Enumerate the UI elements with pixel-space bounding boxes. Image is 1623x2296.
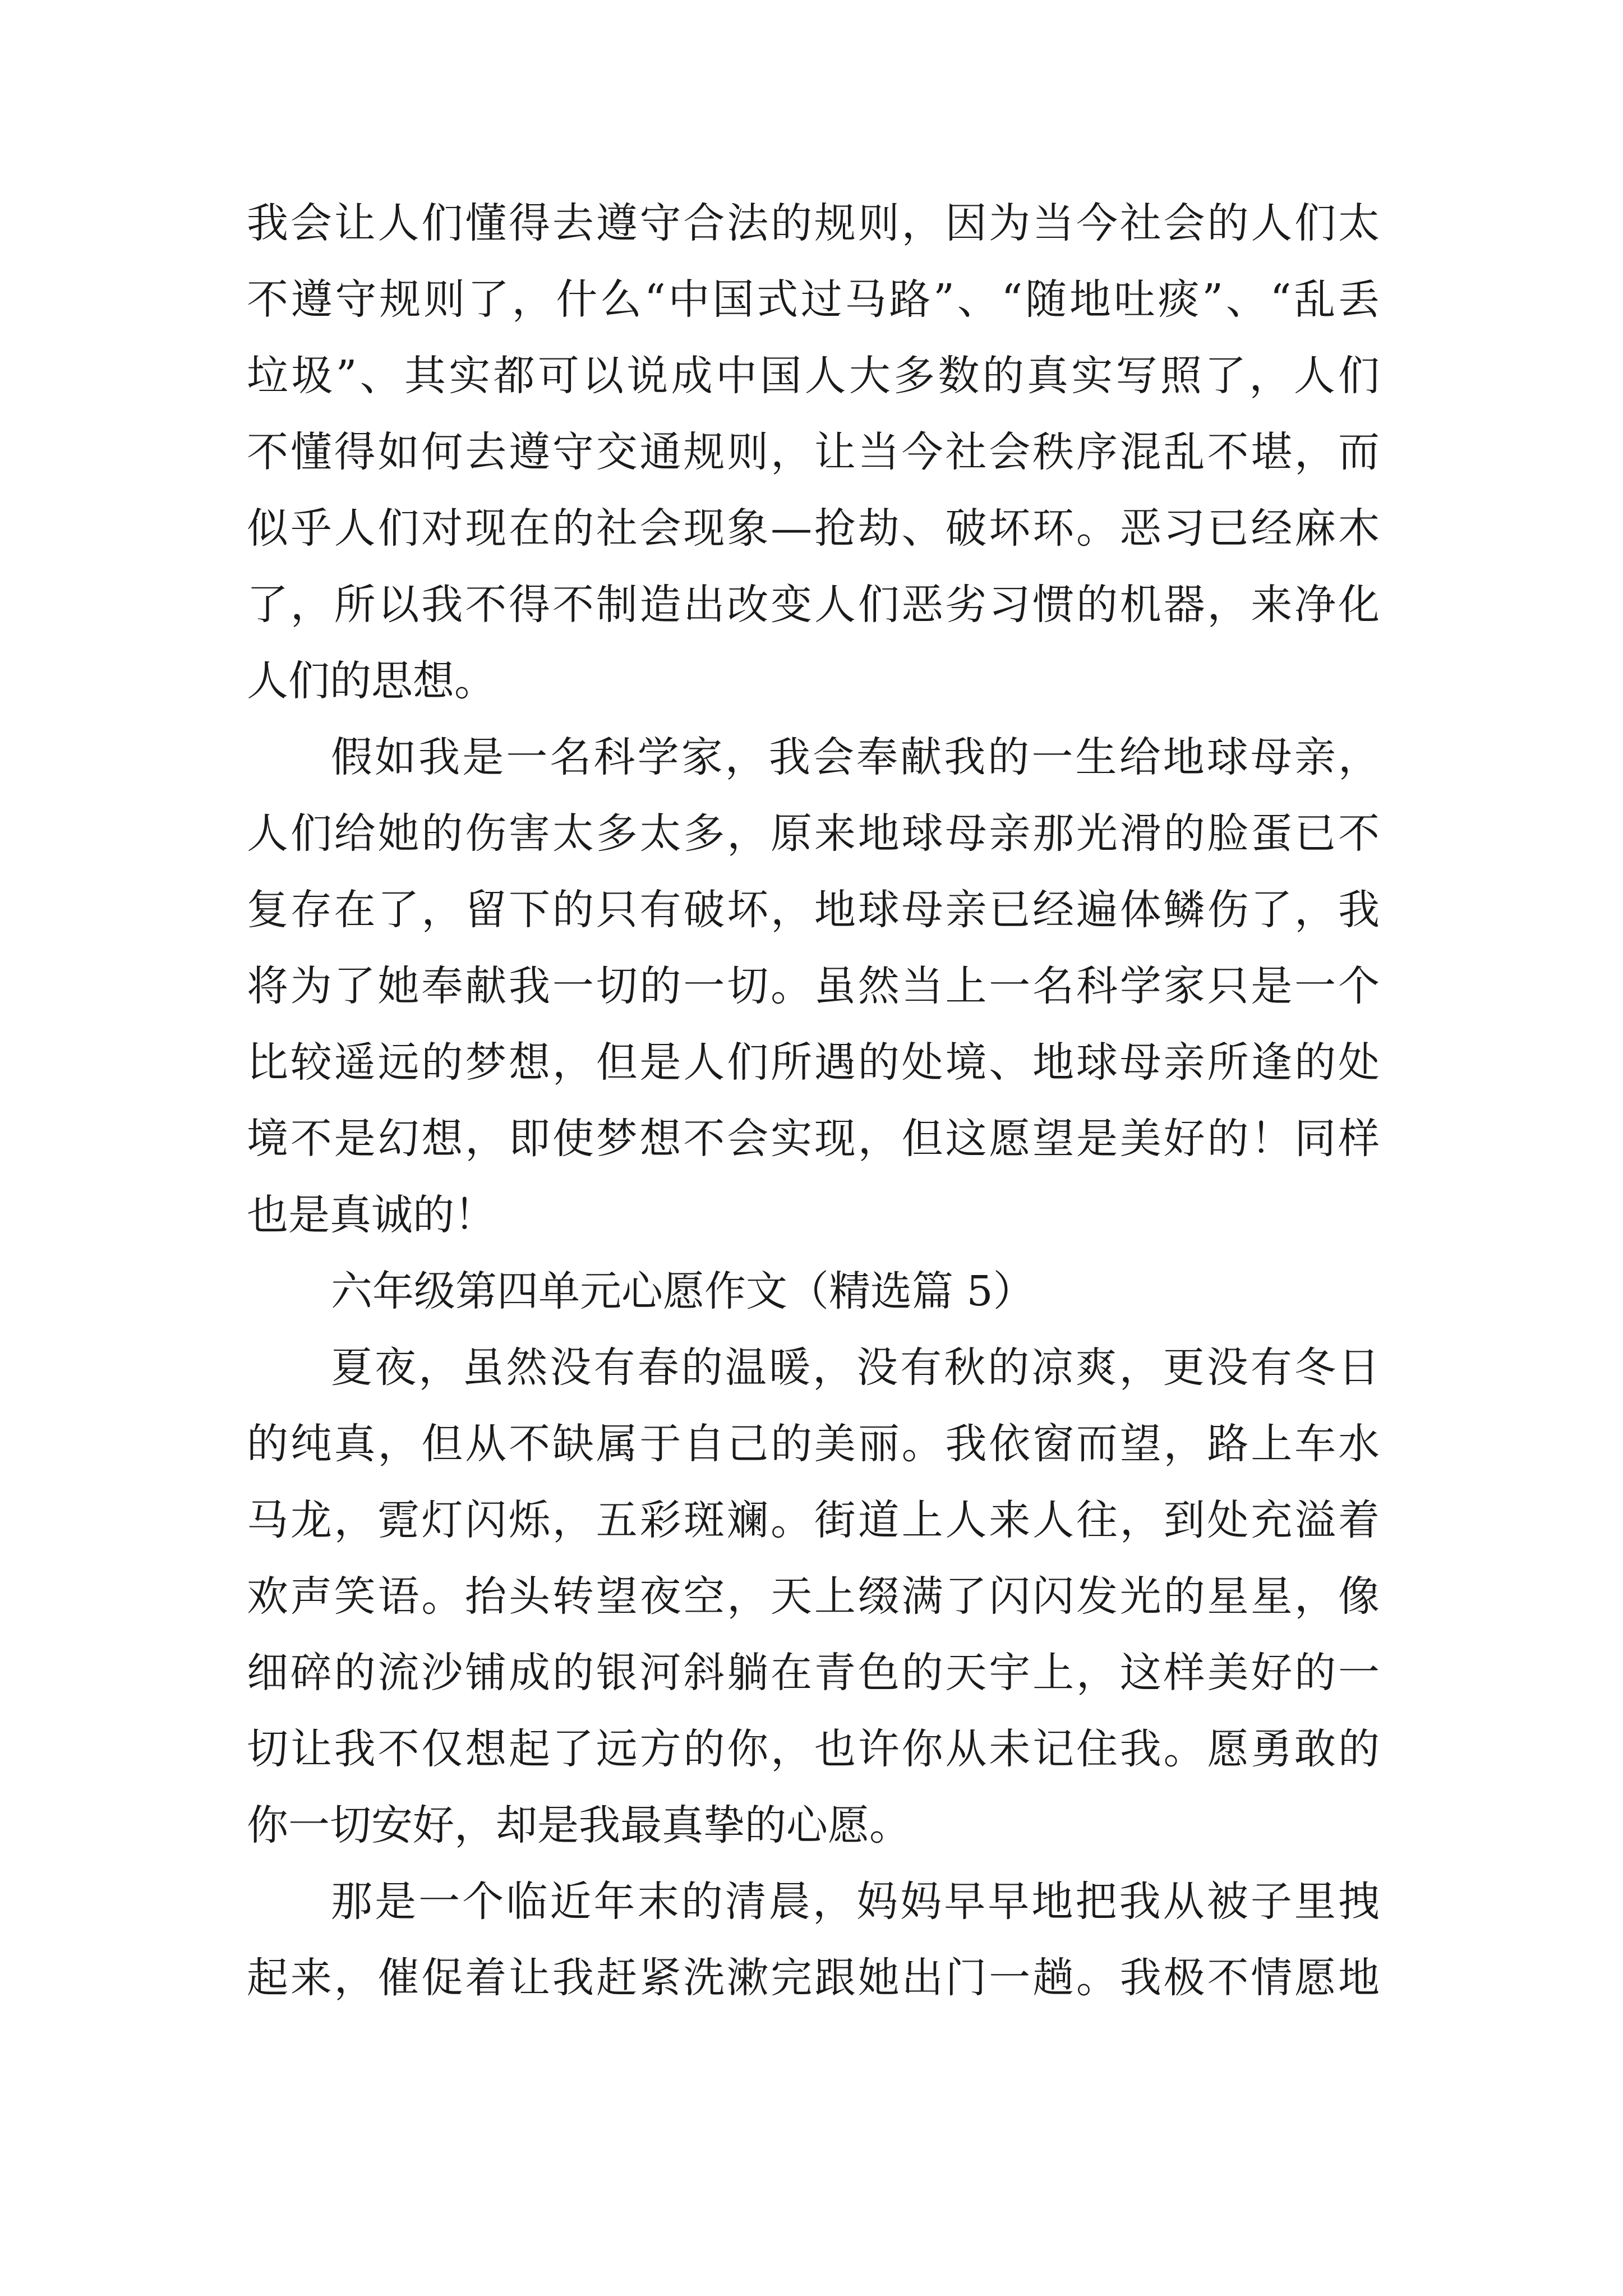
body-line: 假如我是一名科学家，我会奉献我的一生给地球母亲， (331, 733, 1380, 781)
body-line: 也是真诚的！ (247, 1191, 496, 1239)
body-line: 的纯真，但从不缺属于自己的美丽。我依窗而望，路上车水 (247, 1420, 1380, 1468)
body-line: 比较遥远的梦想，但是人们所遇的处境、地球母亲所逢的处 (247, 1038, 1380, 1087)
body-line: 起来，催促着让我赶紧洗漱完跟她出门一趟。我极不情愿地 (247, 1954, 1380, 2002)
body-line: 了，所以我不得不制造出改变人们恶劣习惯的机器，来净化 (247, 581, 1380, 629)
body-line: 你一切安好，却是我最真挚的心愿。 (247, 1801, 911, 1849)
body-line: 不遵守规则了，什么“中国式过马路”、“随地吐痰”、“乱丢 (247, 275, 1380, 324)
body-line: 马龙，霓灯闪烁，五彩斑斓。街道上人来人往，到处充溢着 (247, 1496, 1380, 1544)
essay-body (247, 185, 1380, 2016)
body-line: 切让我不仅想起了远方的你，也许你从未记住我。愿勇敢的 (247, 1725, 1380, 1773)
body-line: 那是一个临近年末的清晨，妈妈早早地把我从被子里拽 (331, 1878, 1380, 1926)
body-line: 不懂得如何去遵守交通规则，让当今社会秩序混乱不堪，而 (247, 428, 1380, 476)
body-line: 我会让人们懂得去遵守合法的规则，因为当今社会的人们太 (247, 199, 1380, 247)
body-line: 欢声笑语。抬头转望夜空，天上缀满了闪闪发光的星星，像 (247, 1572, 1380, 1621)
body-line: 人们给她的伤害太多太多，原来地球母亲那光滑的脸蛋已不 (247, 809, 1380, 858)
section-heading: 六年级第四单元心愿作文（精选篇 5） (331, 1267, 1035, 1315)
body-line: 细碎的流沙铺成的银河斜躺在青色的天宇上，这样美好的一 (247, 1649, 1380, 1697)
body-line: 夏夜，虽然没有春的温暖，没有秋的凉爽，更没有冬日 (331, 1343, 1380, 1392)
body-line: 复存在了，留下的只有破坏，地球母亲已经遍体鳞伤了，我 (247, 886, 1380, 934)
body-line: 境不是幻想，即使梦想不会实现，但这愿望是美好的！同样 (247, 1115, 1380, 1163)
body-line: 似乎人们对现在的社会现象—抢劫、破坏环。恶习已经麻木 (247, 504, 1380, 553)
body-line: 人们的思想。 (247, 657, 496, 705)
body-line: 垃圾”、其实都可以说成中国人大多数的真实写照了，人们 (247, 352, 1380, 400)
body-line: 将为了她奉献我一切的一切。虽然当上一名科学家只是一个 (247, 962, 1380, 1010)
